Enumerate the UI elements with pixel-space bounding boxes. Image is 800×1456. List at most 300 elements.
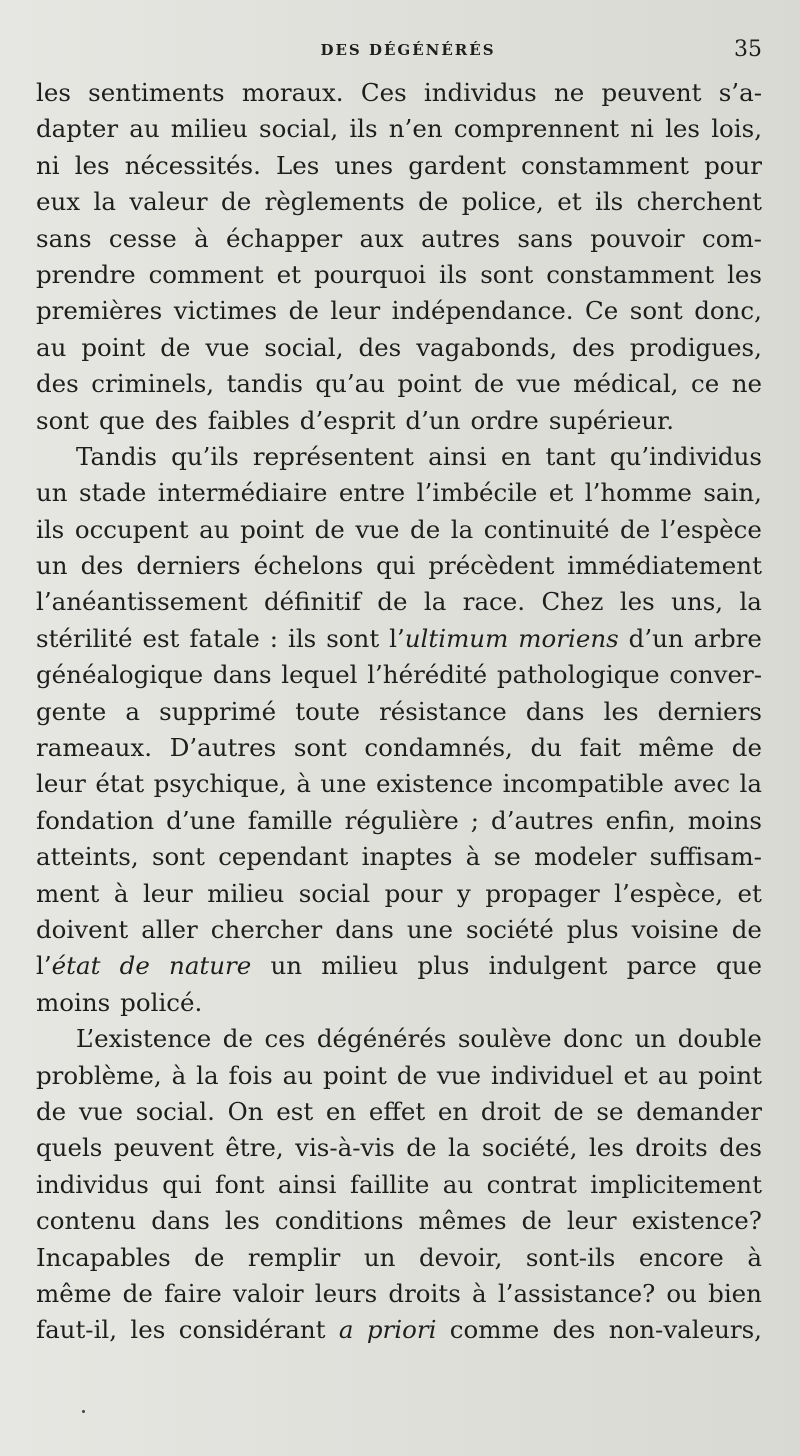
word: remplir — [247, 1242, 341, 1272]
word: état — [95, 769, 145, 799]
word: constamment — [521, 150, 689, 180]
word: même — [36, 1278, 112, 1308]
text-line — [36, 512, 762, 548]
word: individus — [423, 78, 537, 107]
word: stade — [79, 478, 147, 508]
word: l’état — [36, 951, 101, 981]
text-line — [36, 876, 762, 912]
word: considérant — [178, 1315, 326, 1345]
word: existence — [375, 769, 494, 799]
word: au — [282, 1060, 314, 1090]
word: Les — [276, 150, 320, 180]
word: les — [665, 114, 701, 144]
text-line — [36, 1021, 762, 1057]
word: droits — [388, 1278, 461, 1308]
word: vue — [78, 1096, 124, 1126]
word: dégénérés — [316, 1024, 447, 1054]
running-head: DES DÉGÉNÉRÉS — [320, 41, 496, 59]
word: l’anéantissement — [36, 587, 248, 617]
text-line — [36, 948, 762, 984]
word: les — [224, 1206, 260, 1236]
word: faut-il, — [36, 1315, 118, 1345]
text-line — [36, 839, 762, 875]
body-text — [36, 75, 762, 1349]
word: aller — [141, 914, 198, 944]
word: l’imbécile — [416, 478, 538, 508]
word: l’hérédité — [367, 660, 488, 690]
word: et — [737, 878, 762, 908]
word: et — [557, 187, 582, 217]
word: encore — [638, 1242, 724, 1272]
text-line — [36, 111, 762, 147]
text-line — [36, 584, 762, 620]
word: vue — [516, 369, 561, 399]
word: social, — [259, 114, 339, 144]
word: de — [377, 587, 408, 617]
word: de — [406, 1133, 437, 1163]
word: se — [596, 1096, 624, 1126]
text-line — [36, 330, 762, 366]
word: la — [739, 587, 762, 617]
word: fatale — [189, 623, 260, 653]
word: gente — [36, 696, 107, 726]
word: d’un — [405, 405, 461, 435]
text-line — [36, 803, 762, 839]
word: donc — [563, 1024, 624, 1054]
word: sont — [480, 259, 534, 289]
text-line — [36, 293, 762, 329]
word: d’un — [628, 623, 684, 653]
word: vue — [205, 332, 250, 362]
word: qu’au — [315, 369, 386, 399]
word: à — [296, 769, 311, 799]
text-line — [36, 75, 762, 111]
word: de — [119, 951, 150, 981]
word: Ce — [585, 296, 619, 326]
word: l’homme — [584, 478, 692, 508]
word: dapter — [36, 114, 119, 144]
word: point — [322, 1060, 387, 1090]
text-line — [36, 1312, 762, 1348]
word: leur — [566, 1206, 617, 1236]
word: les — [130, 1315, 166, 1345]
word: qui — [376, 551, 416, 581]
word: incompatible — [502, 769, 664, 799]
word: à — [194, 223, 209, 253]
word: des — [80, 551, 124, 581]
word: individuel — [490, 1060, 614, 1090]
word: premières — [36, 296, 163, 326]
word: de — [396, 1060, 427, 1090]
text-line — [36, 184, 762, 220]
word: vagabonds, — [416, 332, 558, 362]
word: atteints, — [36, 842, 139, 872]
word: pour — [704, 150, 762, 180]
word: de — [620, 514, 651, 544]
word: point — [698, 1060, 762, 1090]
word: stérilité — [36, 623, 133, 653]
word: que — [98, 405, 145, 435]
text-line — [36, 221, 762, 257]
word: à — [472, 1278, 487, 1308]
word: en — [501, 441, 532, 471]
text-line — [36, 1167, 762, 1203]
word: social — [298, 878, 371, 908]
word: de — [473, 369, 505, 399]
word: l’espèce — [660, 514, 762, 544]
word: milieu — [170, 114, 248, 144]
text-line — [36, 1058, 762, 1094]
word: quels — [36, 1133, 103, 1163]
word: sain, — [703, 478, 762, 508]
word: tandis — [226, 369, 303, 399]
word: du — [530, 733, 562, 763]
word: des — [154, 405, 198, 435]
word: plus — [566, 914, 619, 944]
word: dans — [525, 696, 585, 726]
word: les — [588, 1133, 624, 1163]
word: propager — [485, 878, 600, 908]
word: ainsi — [428, 441, 487, 471]
word: un — [36, 478, 68, 508]
word: de — [288, 296, 319, 326]
word: pour — [384, 878, 443, 908]
word: immédiatement — [567, 551, 762, 581]
word: sont — [293, 733, 347, 763]
text-line — [36, 403, 762, 439]
page-number: 35 — [734, 37, 762, 62]
word: individus — [36, 1169, 149, 1199]
word: dans — [212, 660, 272, 690]
page-header — [48, 37, 768, 67]
word: comment — [148, 259, 264, 289]
word: société, — [481, 1133, 578, 1163]
text-line — [36, 1094, 762, 1130]
word: lequel — [281, 660, 358, 690]
word: peuvent — [601, 78, 702, 107]
word: sentiments — [88, 78, 225, 107]
word: sont-ils — [525, 1242, 616, 1272]
word: être, — [225, 1133, 284, 1163]
word: uns, — [671, 587, 724, 617]
text-line — [36, 366, 762, 402]
text-line — [36, 1203, 762, 1239]
word: nature — [169, 951, 252, 981]
word: social. — [135, 1096, 215, 1126]
word: des — [552, 1315, 596, 1345]
word: valeur — [129, 187, 208, 217]
word: moraux. — [241, 78, 344, 107]
word: milieu — [207, 878, 285, 908]
text-line — [36, 621, 762, 657]
word: sont — [151, 842, 205, 872]
word: sont — [36, 405, 89, 435]
word: de — [314, 514, 345, 544]
word: leur — [142, 878, 193, 908]
word: constamment — [546, 259, 715, 289]
word: ils — [349, 114, 378, 144]
word: : — [269, 623, 279, 653]
word: gardent — [408, 150, 506, 180]
word: un — [634, 1024, 667, 1054]
word: qui — [162, 1169, 202, 1199]
word: L’existence — [76, 1024, 212, 1054]
word: fondation — [36, 805, 155, 835]
word: conditions — [274, 1206, 404, 1236]
word: unes — [334, 150, 394, 180]
text-line — [36, 694, 762, 730]
word: conver- — [669, 660, 762, 690]
word: moins — [687, 805, 762, 835]
word: bien — [708, 1278, 762, 1308]
word: qu’individus — [609, 441, 762, 471]
word: l’assistance? — [497, 1278, 656, 1308]
word: Incapables — [36, 1242, 171, 1272]
word: l’ultimum — [389, 623, 509, 653]
word: définitif — [263, 587, 361, 617]
word: une — [406, 914, 453, 944]
word: prendre — [36, 259, 136, 289]
word: faibles — [207, 405, 290, 435]
word: moriens — [518, 623, 619, 653]
word: dans — [335, 914, 394, 944]
word: tant — [545, 441, 596, 471]
word: indulgent — [488, 951, 608, 981]
word: des — [572, 332, 615, 362]
word: ce — [690, 369, 720, 399]
text-line — [36, 1240, 762, 1276]
word: représentent — [252, 441, 414, 471]
word: psychique, — [153, 769, 287, 799]
word: un — [270, 951, 303, 981]
word: contenu — [36, 1206, 137, 1236]
word: cesse — [108, 223, 177, 253]
word: chercher — [210, 914, 323, 944]
word: comme — [449, 1315, 540, 1345]
word: les — [619, 587, 655, 617]
word: sans — [36, 223, 92, 253]
word: soulève — [457, 1024, 552, 1054]
word: lois, — [711, 114, 762, 144]
word: arbre — [693, 623, 762, 653]
word: les — [74, 150, 110, 180]
word: continuité — [483, 514, 610, 544]
word: ils — [36, 514, 65, 544]
ink-speck — [82, 1410, 85, 1413]
word: des — [719, 1133, 762, 1163]
word: ne — [731, 369, 762, 399]
word: comprennent — [453, 114, 620, 144]
text-line — [36, 1130, 762, 1166]
word: eux — [36, 187, 81, 217]
word: de — [731, 914, 762, 944]
text-line — [36, 148, 762, 184]
word: voisine — [631, 914, 719, 944]
word: ; — [470, 805, 480, 835]
word: au — [129, 114, 160, 144]
text-line — [36, 985, 762, 1021]
word: à — [171, 1060, 187, 1090]
word: la — [423, 587, 447, 617]
word: en — [325, 1096, 357, 1126]
text-line — [36, 475, 762, 511]
word: nécessités. — [124, 150, 261, 180]
word: les — [727, 259, 762, 289]
word: sans — [517, 223, 573, 253]
word: ils — [438, 259, 468, 289]
word: de — [731, 733, 762, 763]
word: Ces — [360, 78, 407, 107]
word: peuvent — [113, 1133, 214, 1163]
word: demander — [636, 1096, 762, 1126]
word: a — [125, 696, 141, 726]
word: leur — [330, 296, 381, 326]
word: inaptes — [361, 842, 453, 872]
word: de — [194, 1242, 225, 1272]
word: en — [437, 1096, 469, 1126]
word: droits — [635, 1133, 708, 1163]
word: au — [442, 1169, 474, 1199]
word: résistance — [379, 696, 507, 726]
word: plus — [417, 951, 470, 981]
word: autres — [421, 223, 501, 253]
word: dans — [151, 1206, 210, 1236]
word: ordre — [470, 405, 539, 435]
word: et — [276, 259, 301, 289]
word: famille — [247, 805, 333, 835]
word: milieu — [321, 951, 399, 981]
word: social, — [264, 332, 344, 362]
word: supprimé — [159, 696, 277, 726]
word: ou — [666, 1278, 697, 1308]
word: condamnés, — [364, 733, 513, 763]
word: ainsi — [277, 1169, 337, 1199]
word: s’a- — [718, 78, 762, 107]
word: Tandis — [76, 441, 157, 471]
word: faillite — [349, 1169, 430, 1199]
word: victimes — [173, 296, 278, 326]
word: toute — [295, 696, 360, 726]
word: la — [447, 1133, 471, 1163]
word: leur — [36, 769, 86, 799]
word: qu’ils — [171, 441, 239, 471]
word: contrat — [486, 1169, 577, 1199]
word: de — [122, 1278, 153, 1308]
word: fait — [579, 733, 621, 763]
word: point — [397, 369, 462, 399]
word: est — [276, 1096, 314, 1126]
word: au — [657, 1060, 689, 1090]
word: sont — [629, 296, 683, 326]
text-line — [36, 1276, 762, 1312]
word: existence? — [631, 1206, 762, 1236]
word: généalogique — [36, 660, 204, 690]
word: des — [358, 332, 402, 362]
word: donc, — [694, 296, 762, 326]
word: société — [465, 914, 554, 944]
word: effet — [368, 1096, 426, 1126]
word: D’autres — [169, 733, 277, 763]
word: sont — [326, 623, 380, 653]
word: n’en — [388, 114, 443, 144]
word: ils — [288, 623, 317, 653]
word: et — [548, 478, 574, 508]
word: échelons — [253, 551, 364, 581]
word: même — [638, 733, 715, 763]
word: vue — [355, 514, 400, 544]
word: implicitement — [590, 1169, 762, 1199]
word: des — [36, 369, 79, 399]
word: race. — [462, 587, 526, 617]
word: au — [36, 332, 67, 362]
word: leurs — [314, 1278, 378, 1308]
word: pathologique — [496, 660, 660, 690]
word: la — [93, 187, 116, 217]
word: d’autres — [491, 805, 594, 835]
word: On — [227, 1096, 264, 1126]
word: cherchent — [636, 187, 762, 217]
word: échapper — [226, 223, 343, 253]
word: de — [36, 1096, 67, 1126]
word: moins — [36, 987, 111, 1017]
word: derniers — [136, 551, 241, 581]
word: derniers — [657, 696, 762, 726]
word: régulière — [344, 805, 459, 835]
word: de — [553, 1096, 584, 1126]
word: fois — [228, 1060, 273, 1090]
word: de — [221, 187, 252, 217]
word: pourquoi — [314, 259, 426, 289]
word: de — [410, 514, 441, 544]
text-line — [36, 548, 762, 584]
word: à — [747, 1242, 762, 1272]
word: priori — [366, 1315, 437, 1345]
word: font — [215, 1169, 265, 1199]
word: droit — [480, 1096, 541, 1126]
word: problème, — [36, 1060, 162, 1090]
word: de — [418, 187, 449, 217]
word: l’espèce, — [614, 878, 724, 908]
text-line — [36, 439, 762, 475]
word: point — [240, 514, 305, 544]
word: entre — [338, 478, 406, 508]
word: de — [222, 1024, 253, 1054]
word: indépendance. — [391, 296, 574, 326]
word: com- — [701, 223, 762, 253]
word: se — [493, 842, 521, 872]
word: médical, — [573, 369, 679, 399]
word: la — [739, 769, 762, 799]
word: cependant — [218, 842, 349, 872]
word: supérieur. — [548, 405, 674, 435]
word: avec — [673, 769, 731, 799]
word: un — [36, 551, 68, 581]
text-line — [36, 766, 762, 802]
word: doivent — [36, 914, 129, 944]
word: et — [623, 1060, 648, 1090]
word: précèdent — [428, 551, 555, 581]
word: intermédiaire — [157, 478, 328, 508]
word: ni — [36, 150, 60, 180]
word: parce — [626, 951, 697, 981]
word: les — [36, 78, 71, 107]
text-line — [36, 730, 762, 766]
word: police, — [461, 187, 544, 217]
word: est — [142, 623, 180, 653]
word: ces — [264, 1024, 306, 1054]
word: les — [603, 696, 639, 726]
word: ni — [630, 114, 654, 144]
